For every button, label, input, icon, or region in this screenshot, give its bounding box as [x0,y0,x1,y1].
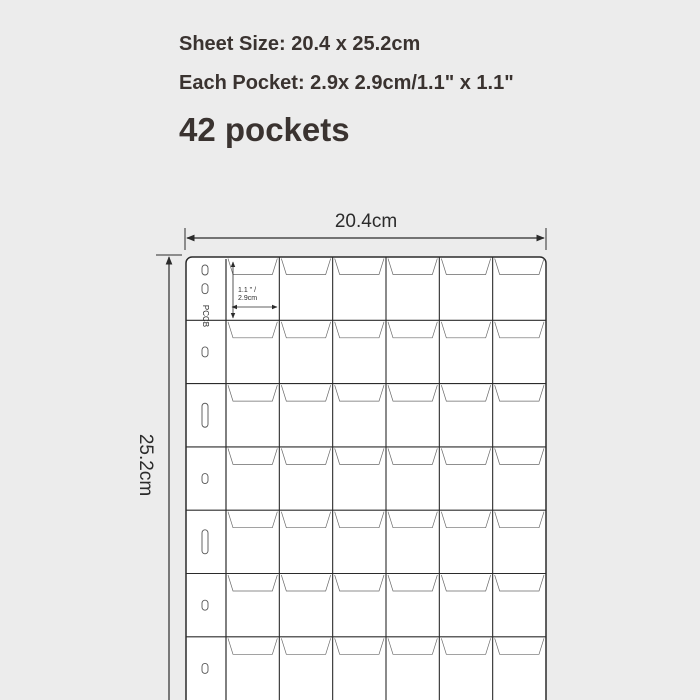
sheet-size-text: Sheet Size: 20.4 x 25.2cm [179,33,421,55]
height-dimension [135,255,182,700]
pocket-count-text: 42 pockets [179,111,350,148]
pocket-dim-label-1: 1.1 " / [238,287,257,294]
width-dimension [185,211,546,250]
width-label: 20.4cm [334,211,398,232]
pocket-dim-label-2: 2.9cm [238,295,258,302]
brand-mark: PCCB [201,304,210,328]
height-label: 25.2cm [135,433,156,497]
pocket-size-text: Each Pocket: 2.9x 2.9cm/1.1" x 1.1" [179,72,514,94]
sheet-outline [186,257,546,700]
